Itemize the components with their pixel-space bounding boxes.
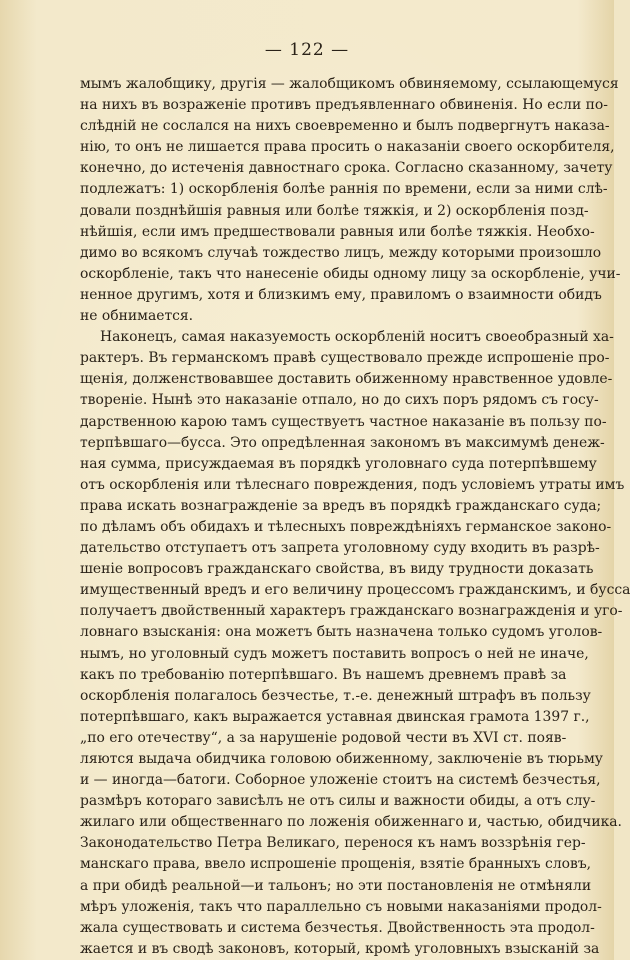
text-line: ненное другимъ, хотя и близкимъ ему, правиломъ о взаимности обидъ	[80, 286, 602, 303]
text-line: Наконецъ, самая наказуемость оскорбленій носитъ своеобразный ха-	[100, 329, 614, 346]
text-line: ная сумма, присуждаемая въ порядкѣ уголовнаго суда потерпѣвшему	[80, 455, 597, 472]
text-line: „по его отечеству“, а за нарушеніе родовой чести въ XVI ст. появ-	[80, 729, 567, 746]
paragraph	[80, 327, 630, 960]
text-line: получаетъ двойственный характеръ гражданскаго вознагражденія и уго-	[80, 603, 623, 620]
text-line: и — иногда—батоги. Соборное уложеніе стоитъ на системѣ безчестья,	[80, 772, 601, 789]
text-line: имущественный вредъ и его величину процессомъ гражданскимъ, и бусса	[80, 582, 630, 599]
text-line: оскорбленія полагалось безчестье, т.-е. денежный штрафъ въ пользу	[80, 687, 591, 704]
text-line: оскорбленіе, такъ что нанесеніе обиды одному лицу за оскорбленіе, учи-	[80, 265, 621, 282]
text-line: ляются выдача обидчика головою обиженному, заключеніе въ тюрьму	[80, 751, 603, 767]
text-line: размѣръ котораго зависѣлъ не отъ силы и важности обиды, а отъ слу-	[80, 793, 596, 810]
text-line: жилаго или общественнаго по ложенія обиженнаго и, частью, обидчика.	[80, 814, 622, 831]
text-line: какъ по требованію потерпѣвшаго. Въ нашемъ древнемъ правѣ за	[80, 666, 567, 683]
text-line: довали позднѣйшія равныя или болѣе тяжкія, и 2) оскорбленія позд-	[80, 202, 589, 219]
text-line: подлежатъ: 1) оскорбленія болѣе раннія по времени, если за ними слѣ-	[80, 181, 608, 198]
text-line: ловнаго взысканія: она можетъ быть назначена только судомъ уголов-	[80, 624, 603, 641]
text-line: дательство отступаетъ отъ запрета уголовному суду входить въ разрѣ-	[80, 540, 600, 557]
text-line: манскаго права, ввело испрошеніе прощенія, взятіе бранныхъ словъ,	[80, 856, 592, 873]
page-number: — 122 —	[264, 40, 350, 60]
text-line: по дѣламъ объ обидахъ и тѣлесныхъ повреждѣніяхъ германское законо-	[80, 518, 612, 535]
text-line: жается и въ сводѣ законовъ, который, кромѣ уголовныхъ взысканій за	[80, 940, 600, 957]
text-line: конечно, до истеченія давностнаго срока. Согласно сказанному, зачету	[80, 160, 613, 177]
text-line: слѣдній не сослался на нихъ своевременно и былъ подвергнутъ наказа-	[80, 118, 610, 135]
text-line: а при обидѣ реальной—и тальонъ; но эти постановленія не отмѣняли	[80, 877, 592, 894]
text-line: нымъ, но уголовный судъ можетъ поставить вопросъ о ней не иначе,	[80, 645, 589, 662]
text-line: дарственною карою тамъ существуетъ частное наказаніе въ пользу по-	[80, 413, 607, 430]
text-line: не обнимается.	[80, 308, 194, 325]
text-line: рактеръ. Въ германскомъ правѣ существовало прежде испрошеніе про-	[80, 350, 610, 367]
text-line: димо во всякомъ случаѣ тождество лицъ, между которыми произошло	[80, 244, 602, 261]
text-line: потерпѣвшаго, какъ выражается уставная двинская грамота 1397 г.,	[80, 708, 590, 725]
body-text	[80, 74, 630, 960]
text-line: Законодательство Петра Великаго, перенося къ намъ воззрѣнія гер-	[80, 835, 586, 852]
text-line: терпѣвшаго—бусса. Это опредѣленная закономъ въ максимумѣ денеж-	[80, 434, 605, 451]
text-line: мымъ жалобщику, другія — жалобщикомъ обвиняемому, ссылающемуся	[80, 76, 619, 92]
text-line: на нихъ въ возраженіе противъ предъявленнаго обвиненія. Но если по-	[80, 97, 608, 114]
text-line: жала существовать и система безчестья. Двойственность эта продол-	[80, 919, 595, 936]
text-line: щенія, долженствовавшее доставить обиженному нравственное удовле-	[80, 371, 613, 388]
text-line: отъ оскорбленія или тѣлеснаго повреждения, подъ условіемъ утраты имъ	[80, 476, 625, 493]
text-line: нію, то онъ не лишается права просить о наказаніи своего оскорбителя,	[80, 139, 615, 156]
text-line: шеніе вопросовъ гражданскаго свойства, въ виду трудности доказать	[80, 561, 594, 578]
text-line: твореніе. Нынѣ это наказаніе отпало, но до сихъ поръ рядомъ съ госу-	[80, 392, 599, 409]
text-line: нѣйшія, если имъ предшествовали равныя или болѣе тяжкія. Необхо-	[80, 223, 595, 240]
text-line: права искать вознагражденіе за вредъ въ порядкѣ гражданскаго суда;	[80, 497, 602, 514]
text-line: мѣръ уложенія, такъ что параллельно съ новыми наказаніями продол-	[80, 898, 602, 915]
paragraph	[80, 74, 621, 327]
